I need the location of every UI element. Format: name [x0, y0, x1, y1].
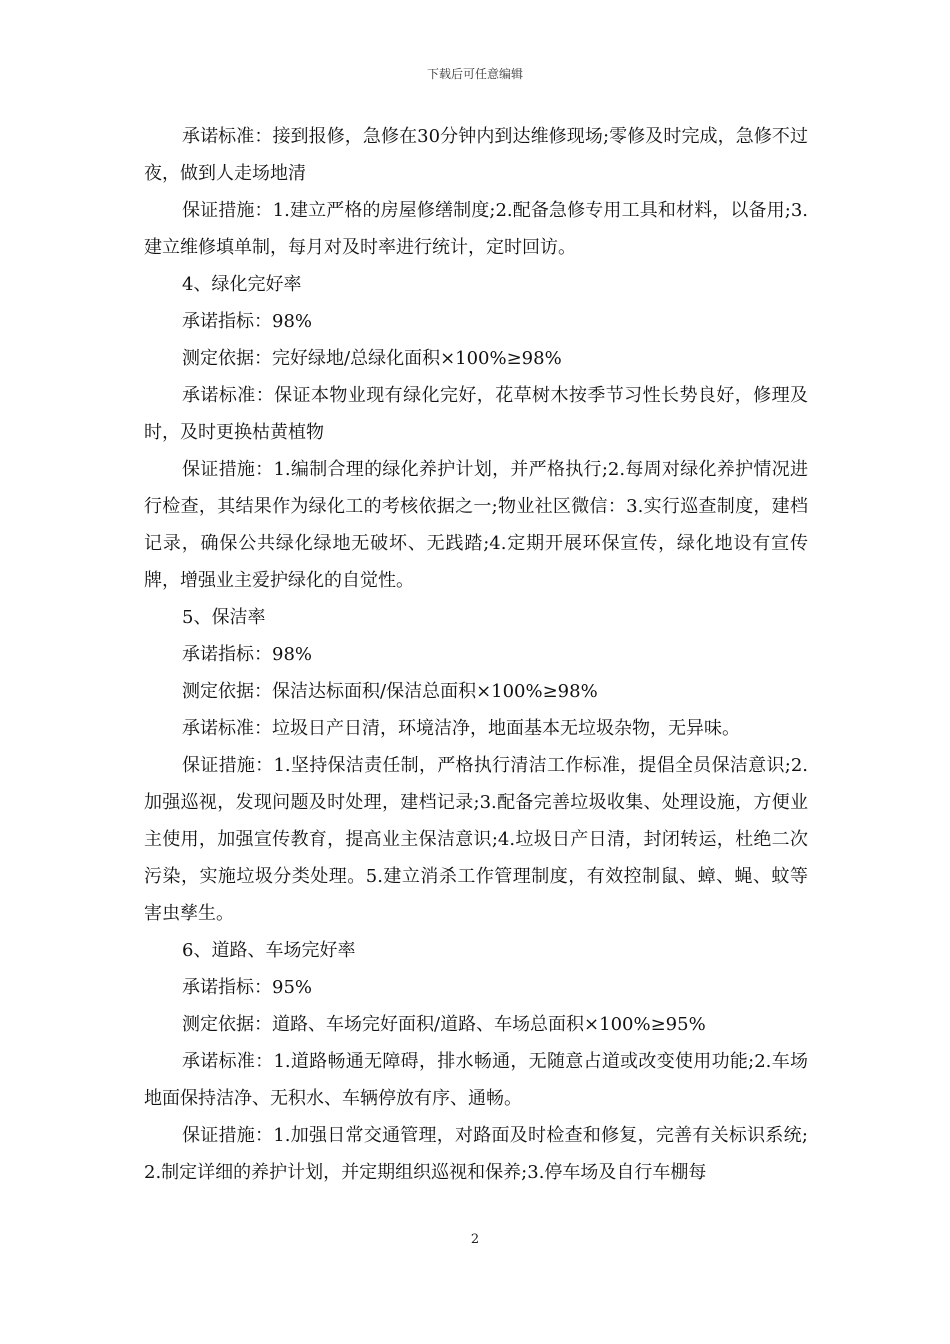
- paragraph-greening-standard: 承诺标准：保证本物业现有绿化完好，花草树木按季节习性长势良好，修理及时，及时更换枯黄植物: [144, 385, 808, 443]
- heading-greening-rate: 4、绿化完好率: [182, 274, 302, 295]
- paragraph-road-target: 承诺指标：95%: [182, 977, 313, 998]
- paragraph-cleaning-basis: 测定依据：保洁达标面积/保洁总面积×100%≥98%: [182, 681, 598, 702]
- paragraph-road-basis: 测定依据：道路、车场完好面积/道路、车场总面积×100%≥95%: [182, 1014, 706, 1035]
- paragraph-cleaning-standard: 承诺标准：垃圾日产日清，环境洁净，地面基本无垃圾杂物，无异味。: [182, 718, 740, 739]
- page-number: 2: [470, 1232, 480, 1247]
- paragraph-cleaning-measures: 保证措施：1.坚持保洁责任制，严格执行清洁工作标准，提倡全员保洁意识;2.加强巡视，发现问题及时处理，建档记录;3.配备完善垃圾收集、处理设施，方便业主使用，加强宣传教育，提高业主保洁意识;4.垃圾日产日清，封闭转运，杜绝二次污染，实施垃圾分类处理。5.建立消杀工作管理制度，有效控制鼠、蟑、蝇、蚊等害虫孳生。: [144, 755, 808, 924]
- paragraph-cleaning-target: 承诺指标：98%: [182, 644, 313, 665]
- paragraph-repair-measures: 保证措施：1.建立严格的房屋修缮制度;2.配备急修专用工具和材料，以备用;3.建立维修填单制，每月对及时率进行统计，定时回访。: [144, 200, 808, 258]
- paragraph-greening-measures: 保证措施：1.编制合理的绿化养护计划，并严格执行;2.每周对绿化养护情况进行检查，其结果作为绿化工的考核依据之一;物业社区微信：3.实行巡查制度，建档记录，确保公共绿化绿地无破坏、无践踏;4.定期开展环保宣传，绿化地设有宣传牌，增强业主爱护绿化的自觉性。: [144, 459, 808, 591]
- paragraph-road-measures: 保证措施：1.加强日常交通管理，对路面及时检查和修复，完善有关标识系统;2.制定详细的养护计划，并定期组织巡视和保养;3.停车场及自行车棚每: [144, 1125, 808, 1183]
- paragraph-greening-target: 承诺指标：98%: [182, 311, 313, 332]
- paragraph-greening-basis: 测定依据：完好绿地/总绿化面积×100%≥98%: [182, 348, 562, 369]
- heading-cleaning-rate: 5、保洁率: [182, 607, 266, 628]
- heading-road-parking-rate: 6、道路、车场完好率: [182, 940, 356, 961]
- document-body: [144, 118, 808, 1191]
- paragraph-road-standard: 承诺标准：1.道路畅通无障碍，排水畅通，无随意占道或改变使用功能;2.车场地面保持洁净、无积水、车辆停放有序、通畅。: [144, 1051, 808, 1109]
- page-header: 下载后可任意编辑: [426, 67, 523, 81]
- paragraph-repair-standard: 承诺标准：接到报修，急修在30分钟内到达维修现场;零修及时完成，急修不过夜，做到人走场地清: [144, 126, 808, 184]
